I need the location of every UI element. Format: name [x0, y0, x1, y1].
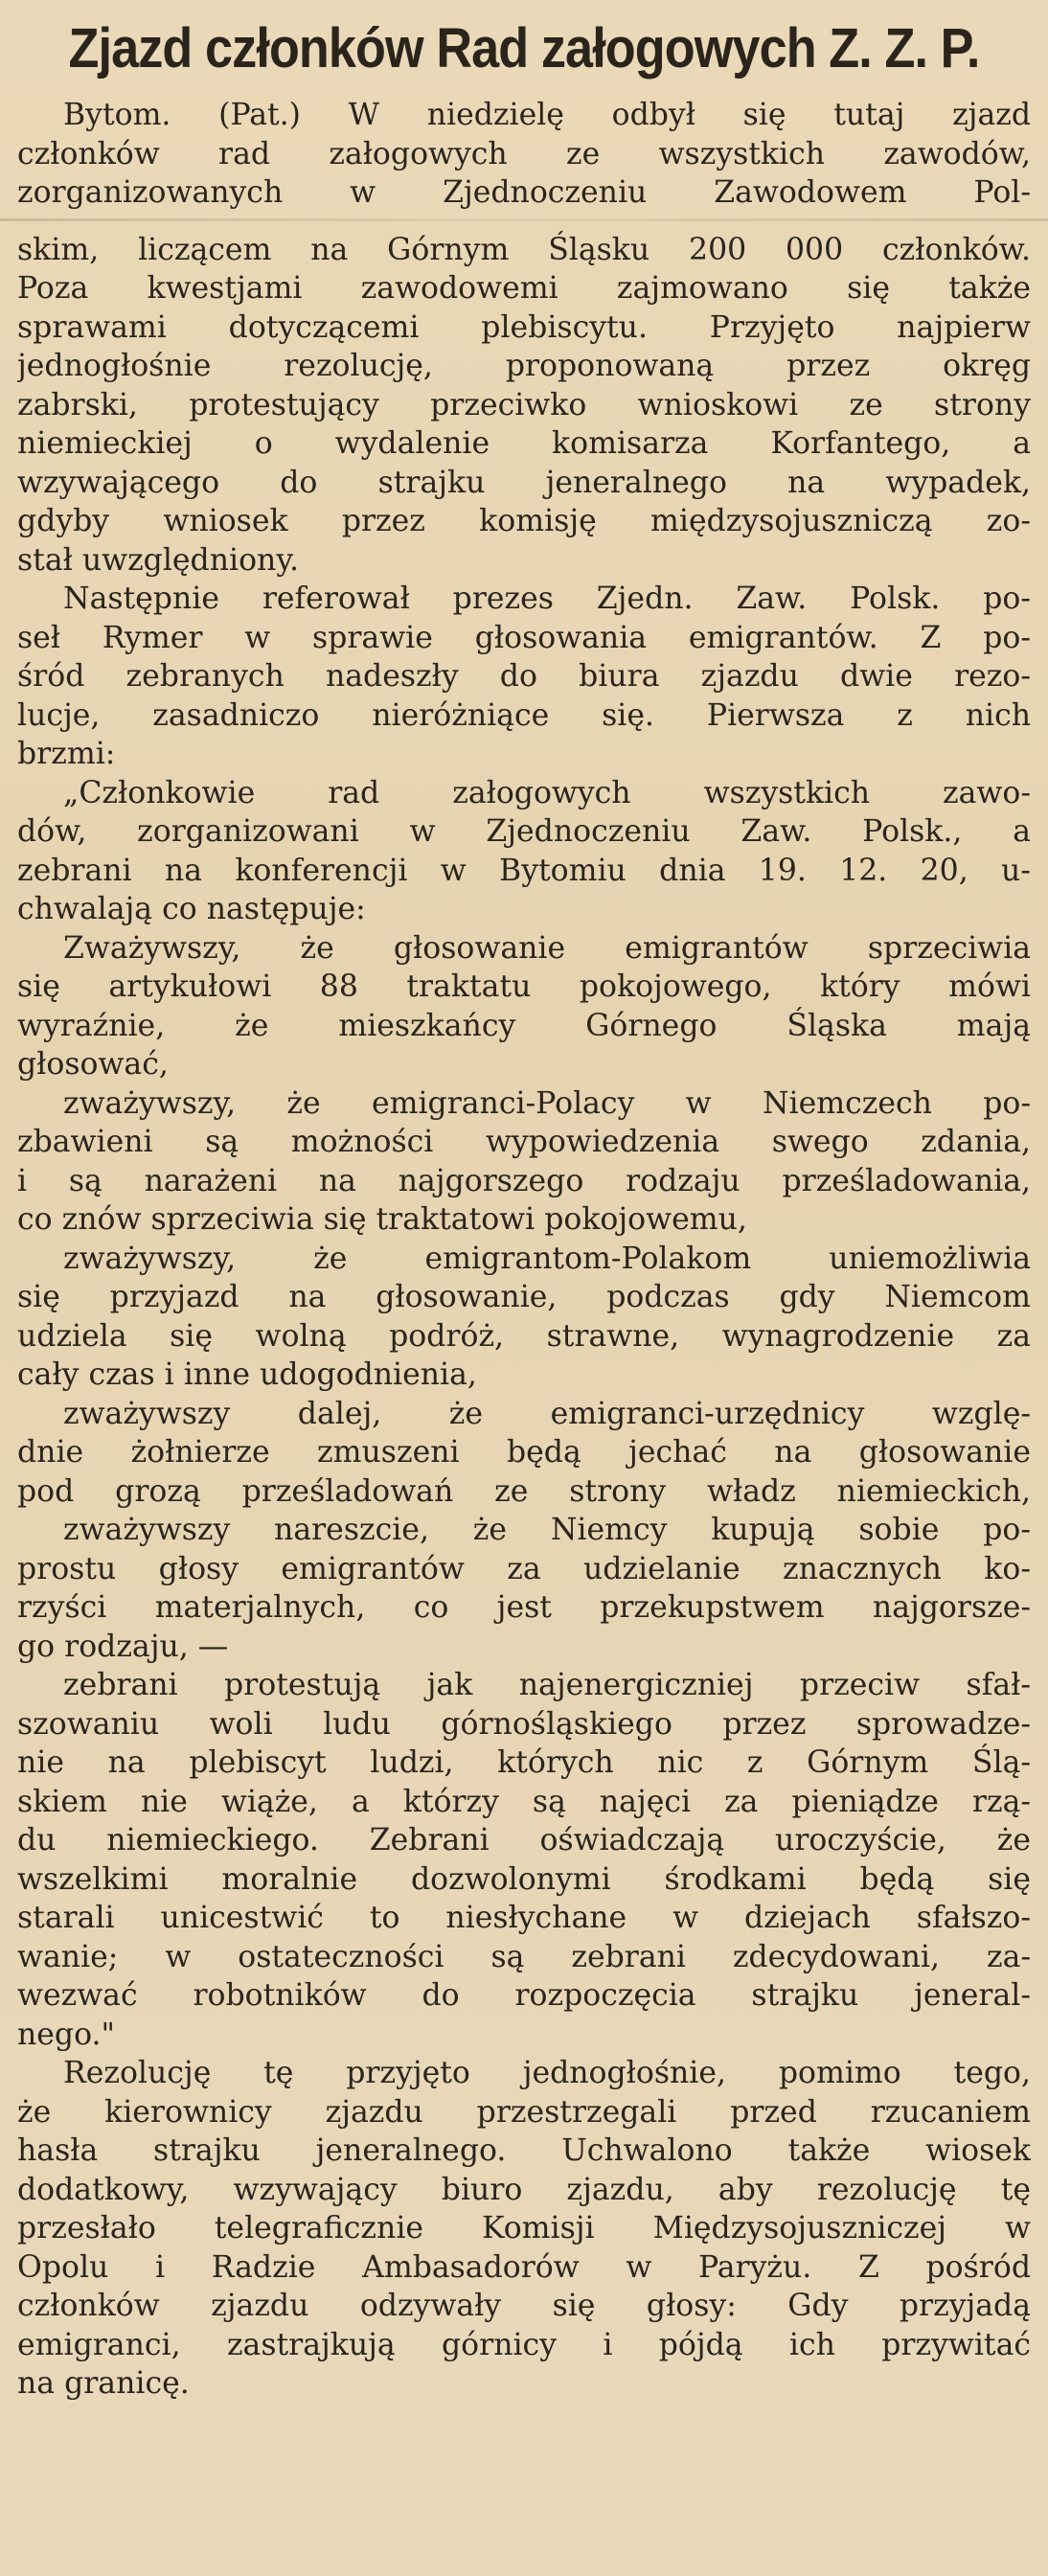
text-line: „Członkowie rad załogowych wszystkich zawo-	[63, 775, 1031, 810]
text-line: wszelkimi moralnie dozwolonymi środkami będą się	[17, 1861, 1031, 1897]
article-text-top	[17, 96, 1031, 213]
text-line: się artykułowi 88 traktatu pokojowego, który mówi	[17, 969, 1031, 1004]
text-line: hasła strajku jeneralnego. Uchwalono także wiosek	[17, 2133, 1031, 2168]
text-line: nego."	[17, 2017, 116, 2052]
text-line: emigranci, zastrajkują górnicy i pójdą ich przywitać	[17, 2327, 1031, 2362]
text-line: śród zebranych nadeszły do biura zjazdu dwie rezo-	[17, 659, 1031, 694]
text-line: zważywszy, że emigrantom-Polakom uniemożliwia	[63, 1241, 1031, 1276]
article-text-main	[17, 231, 1031, 2404]
article-body	[17, 96, 1031, 2404]
text-line: Rezolucję tę przyjęto jednogłośnie, pomimo tego,	[63, 2056, 1031, 2090]
text-line: zbawieni są możności wypowiedzenia swego zdania,	[17, 1125, 1031, 1159]
text-line: udziela się wolną podróż, strawne, wynagrodzenie za	[17, 1318, 1031, 1354]
text-line: go rodzaju, —	[17, 1629, 229, 1664]
text-line: szowaniu woli ludu górnośląskiego przez sprowadze-	[17, 1706, 1031, 1742]
text-line: Poza kwestjami zawodowemi zajmowano się także	[17, 271, 1031, 306]
headline: Zjazd członków Rad załogowych Z. Z. P.	[68, 17, 980, 80]
text-line: Opolu i Radzie Ambasadorów w Paryżu. Z pośród	[17, 2249, 1031, 2285]
text-line: skim, liczącem na Górnym Śląsku 200 000 członków.	[17, 232, 1031, 267]
text-line: zebrani protestują jak najenergiczniej przeciw sfał-	[63, 1668, 1031, 1702]
text-line: jednogłośnie rezolucję, proponowaną przez okręg	[17, 349, 1031, 383]
text-line: przesłało telegraficznie Komisji Międzysojuszniczej w	[17, 2211, 1031, 2245]
text-line: wezwać robotników do rozpoczęcia strajku jeneral-	[17, 1978, 1031, 2013]
text-line: na granicę.	[17, 2366, 190, 2401]
paper-fold-line	[0, 218, 1048, 221]
text-line: pod grozą prześladowań ze strony władz niemieckich,	[17, 1473, 1031, 1509]
text-line: nie na plebiscyt ludzi, których nic z Górnym Ślą-	[17, 1745, 1031, 1780]
text-line: starali unicestwić to niesłychane w dziejach sfałszo-	[17, 1901, 1031, 1935]
text-line: Następnie referował prezes Zjedn. Zaw. Polsk. po-	[63, 581, 1031, 616]
text-line: dodatkowy, wzywający biuro zjazdu, aby rezolucję tę	[17, 2172, 1031, 2207]
text-line: zorganizowanych w Zjednoczeniu Zawodowem Pol-	[17, 175, 1031, 210]
text-line: członków rad załogowych ze wszystkich zawodów,	[17, 136, 1031, 171]
text-line: dnie żołnierze zmuszeni będą jechać na głosowanie	[17, 1435, 1031, 1470]
text-line: wanie; w ostateczności są zebrani zdecydowani, za-	[17, 1939, 1031, 1974]
text-line: głosować,	[17, 1047, 169, 1082]
text-line: zważywszy dalej, że emigranci-urzędnicy wzglę-	[63, 1396, 1031, 1431]
text-line: seł Rymer w sprawie głosowania emigrantów. Z po-	[17, 620, 1031, 655]
text-line: członków zjazdu odzywały się głosy: Gdy przyjadą	[17, 2289, 1031, 2323]
text-line: sprawami dotyczącemi plebiscytu. Przyjęto najpierw	[17, 309, 1031, 345]
text-line: du niemieckiego. Zebrani oświadczają uroczyście, że	[17, 1823, 1031, 1858]
text-line: brzmi:	[17, 737, 116, 771]
text-line: zważywszy nareszcie, że Niemcy kupują sobie po-	[63, 1513, 1031, 1547]
text-line: i są narażeni na najgorszego rodzaju prześladowania,	[17, 1163, 1031, 1198]
text-line: niemieckiej o wydalenie komisarza Korfantego, a	[17, 426, 1031, 461]
text-line: prostu głosy emigrantów za udzielanie znacznych ko-	[17, 1551, 1031, 1586]
text-line: stał uwzględniony.	[17, 542, 299, 578]
text-line: zabrski, protestujący przeciwko wnioskowi ze strony	[17, 387, 1031, 422]
text-line: Bytom. (Pat.) W niedzielę odbył się tutaj zjazd	[63, 98, 1031, 132]
text-line: dów, zorganizowani w Zjednoczeniu Zaw. Polsk., a	[17, 814, 1031, 849]
text-line: zebrani na konferencji w Bytomiu dnia 19. 12. 20, u-	[17, 853, 1031, 888]
text-line: gdyby wniosek przez komisję międzysojuszniczą zo-	[17, 504, 1031, 538]
text-line: rzyści materjalnych, co jest przekupstwem najgorsze-	[17, 1590, 1031, 1625]
text-line: cały czas i inne udogodnienia,	[17, 1357, 477, 1392]
text-line: chwalają co następuje:	[17, 892, 366, 926]
text-line: wzywającego do strajku jeneralnego na wypadek,	[17, 465, 1031, 500]
text-line: skiem nie wiąże, a którzy są najęci za pieniądze rzą-	[17, 1784, 1031, 1819]
text-line: zważywszy, że emigranci-Polacy w Niemczech po-	[63, 1085, 1031, 1121]
text-line: wyraźnie, że mieszkańcy Górnego Śląska mają	[17, 1008, 1031, 1043]
text-line: się przyjazd na głosowanie, podczas gdy Niemcom	[17, 1280, 1031, 1314]
text-line: co znów sprzeciwia się traktatowi pokojowemu,	[17, 1202, 747, 1237]
text-line: lucje, zasadniczo nieróżniące się. Pierwsza z nich	[17, 697, 1031, 733]
text-line: że kierownicy zjazdu przestrzegali przed rzucaniem	[17, 2094, 1031, 2130]
text-line: Zważywszy, że głosowanie emigrantów sprzeciwia	[63, 930, 1031, 966]
